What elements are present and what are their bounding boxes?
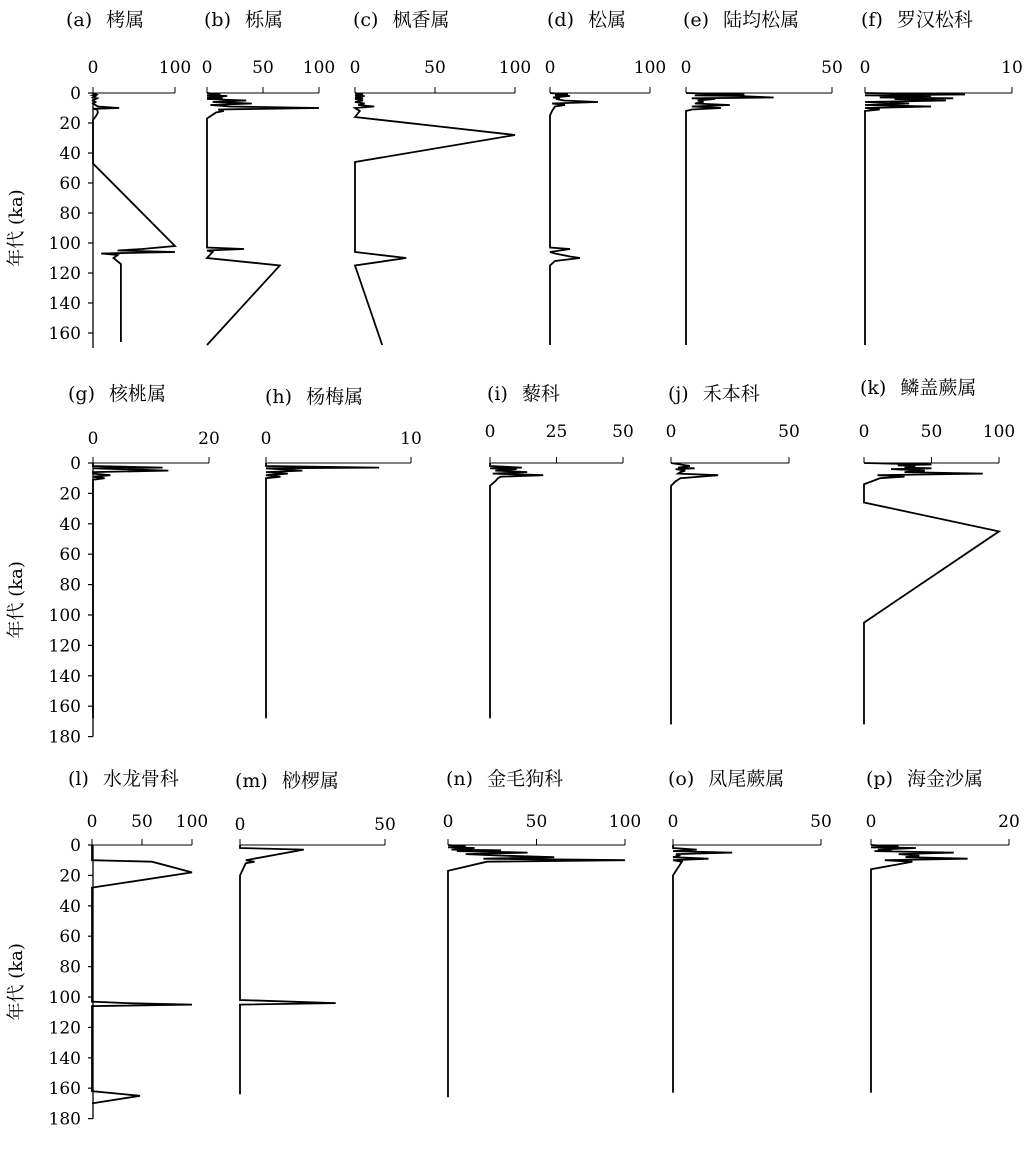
value-tick-label: 50 — [252, 58, 274, 78]
panel-letter: (i) — [487, 383, 508, 405]
age-tick-label: 0 — [70, 84, 81, 104]
age-tick-label: 100 — [48, 606, 81, 626]
age-tick-label: 20 — [59, 114, 81, 134]
panel-title — [204, 9, 283, 31]
age-axis-title: 年代 (ka) — [6, 189, 27, 267]
age-tick-label: 80 — [59, 575, 81, 596]
panel-taxon-name: 栲属 — [106, 9, 145, 31]
age-axis-title: 年代 (ka) — [6, 943, 27, 1021]
panel-b — [202, 9, 336, 345]
panel-taxon-name: 罗汉松科 — [896, 9, 973, 31]
value-tick-label: 50 — [778, 422, 800, 442]
abundance-curve — [871, 845, 968, 1093]
abundance-curve — [490, 463, 543, 718]
age-axis-title: 年代 (ka) — [6, 561, 27, 639]
panel-j — [666, 383, 800, 724]
panel-title — [668, 768, 784, 790]
value-tick-label: 0 — [865, 812, 877, 832]
abundance-curve — [266, 463, 379, 718]
panel-f — [860, 9, 1023, 345]
panel-taxon-name: 栎属 — [245, 9, 284, 31]
panel-letter: (k) — [860, 377, 887, 399]
age-tick-label: 180 — [48, 1109, 81, 1130]
value-tick-label: 100 — [633, 58, 667, 78]
panel-k — [859, 377, 1016, 724]
panel-letter: (j) — [668, 383, 689, 405]
age-tick-label: 60 — [59, 545, 81, 566]
value-tick-label: 100 — [608, 812, 642, 832]
value-tick-label: 0 — [667, 812, 679, 832]
panel-a — [66, 9, 191, 342]
value-tick-label: 100 — [175, 812, 209, 832]
age-tick-label: 60 — [59, 927, 81, 948]
panel-letter: (n) — [446, 768, 474, 790]
value-tick-label: 0 — [858, 422, 870, 442]
panel-taxon-name: 禾本科 — [702, 383, 760, 405]
abundance-curve — [93, 93, 175, 342]
panel-letter: (f) — [861, 9, 883, 31]
panel-taxon-name: 松属 — [588, 9, 627, 31]
panel-o — [668, 768, 832, 1093]
abundance-curve — [673, 845, 732, 1093]
value-tick-label: 50 — [821, 58, 843, 78]
abundance-curve — [207, 93, 319, 345]
age-tick-label: 180 — [48, 727, 81, 748]
age-tick-label: 140 — [48, 1048, 81, 1069]
value-tick-label: 0 — [260, 429, 272, 449]
value-tick-label: 50 — [810, 812, 832, 832]
panel-title — [353, 9, 449, 31]
value-tick-label: 0 — [680, 58, 692, 78]
panel-letter: (b) — [204, 9, 231, 31]
value-tick-label: 0 — [234, 815, 246, 835]
value-tick-label: 100 — [982, 422, 1016, 442]
age-tick-label: 40 — [59, 144, 81, 164]
value-tick-label: 0 — [544, 58, 556, 78]
age-tick-label: 80 — [59, 957, 81, 978]
abundance-curve — [448, 845, 625, 1097]
value-tick-label: 100 — [498, 58, 532, 78]
age-tick-label: 120 — [48, 1018, 81, 1039]
abundance-curve — [355, 93, 515, 345]
panel-title — [683, 9, 799, 31]
age-tick-label: 20 — [59, 484, 81, 505]
value-tick-label: 50 — [374, 815, 396, 835]
panel-p — [866, 768, 1020, 1093]
panel-title — [487, 383, 560, 405]
value-tick-label: 0 — [484, 422, 496, 442]
panel-taxon-name: 藜科 — [521, 383, 560, 405]
age-tick-label: 160 — [48, 1079, 81, 1100]
panel-taxon-name: 海金沙属 — [907, 768, 984, 790]
abundance-curve — [550, 93, 598, 345]
value-tick-label: 0 — [86, 812, 98, 832]
panel-n — [443, 768, 642, 1097]
panel-taxon-name: 桫椤属 — [281, 770, 339, 792]
value-tick-label: 20 — [998, 812, 1020, 832]
panel-title — [668, 383, 760, 405]
panel-title — [66, 9, 144, 31]
panel-c — [350, 9, 532, 345]
age-tick-label: 100 — [48, 988, 81, 1008]
age-tick-label: 160 — [48, 324, 81, 344]
value-tick-label: 0 — [87, 429, 99, 449]
panel-taxon-name: 金毛狗科 — [487, 768, 564, 790]
value-tick-label: 0 — [442, 812, 454, 832]
age-tick-label: 40 — [59, 514, 81, 535]
value-tick-label: 10 — [400, 429, 422, 449]
age-tick-label: 140 — [48, 294, 81, 314]
panel-letter: (o) — [668, 768, 695, 790]
panel-taxon-name: 枫香属 — [392, 9, 450, 31]
age-tick-label: 120 — [48, 636, 81, 657]
abundance-curve — [686, 93, 774, 345]
abundance-curve — [865, 93, 965, 345]
panel-title — [68, 768, 179, 790]
value-tick-label: 10 — [1001, 58, 1023, 78]
age-tick-label: 160 — [48, 697, 81, 718]
panel-taxon-name: 核桃属 — [109, 383, 167, 405]
panel-letter: (a) — [66, 9, 93, 31]
abundance-curve — [92, 845, 192, 1103]
panel-title — [265, 386, 363, 408]
panel-taxon-name: 鳞盖蕨属 — [900, 377, 977, 399]
value-tick-label: 50 — [612, 422, 634, 442]
age-tick-label: 80 — [59, 204, 81, 224]
panel-letter: (e) — [683, 9, 710, 31]
panel-letter: (m) — [235, 770, 268, 792]
abundance-curve — [240, 845, 336, 1094]
panel-letter: (c) — [353, 9, 379, 31]
panel-letter: (l) — [68, 768, 89, 790]
value-tick-label: 50 — [525, 812, 548, 832]
age-tick-label: 140 — [48, 666, 81, 687]
age-axis-row-3 — [5, 836, 93, 1130]
panel-letter: (p) — [866, 768, 893, 790]
panel-letter: (d) — [547, 9, 574, 31]
abundance-curve — [864, 463, 999, 724]
value-tick-label: 0 — [87, 58, 99, 78]
value-tick-label: 0 — [859, 58, 871, 78]
panel-m — [235, 770, 396, 1094]
age-axis-row-2 — [5, 454, 93, 748]
panel-h — [261, 386, 422, 718]
panel-title — [547, 9, 626, 31]
panel-title — [861, 9, 973, 31]
age-tick-label: 100 — [48, 234, 81, 254]
age-tick-label: 0 — [70, 836, 81, 856]
panel-title — [866, 768, 983, 790]
panel-i — [485, 383, 634, 718]
abundance-curve — [93, 463, 168, 718]
value-tick-label: 0 — [349, 58, 361, 78]
value-tick-label: 0 — [665, 422, 677, 442]
value-tick-label: 20 — [198, 429, 220, 449]
panel-taxon-name: 水龙骨科 — [102, 768, 179, 790]
panel-title — [68, 383, 166, 405]
panel-title — [446, 768, 563, 790]
age-tick-label: 60 — [59, 174, 81, 194]
age-tick-label: 20 — [59, 866, 81, 887]
panel-taxon-name: 杨梅属 — [306, 386, 364, 408]
panel-d — [545, 9, 667, 345]
value-tick-label: 100 — [158, 58, 192, 78]
abundance-curve — [671, 463, 718, 724]
panel-taxon-name: 凤尾蕨属 — [708, 768, 785, 790]
value-tick-label: 50 — [920, 422, 943, 442]
panel-letter: (g) — [68, 383, 95, 405]
value-tick-label: 50 — [131, 812, 153, 832]
age-axis-row-1 — [5, 84, 93, 348]
age-tick-label: 0 — [70, 454, 81, 474]
panel-e — [681, 9, 843, 345]
panel-title — [235, 770, 339, 792]
value-tick-label: 50 — [424, 58, 446, 78]
panel-taxon-name: 陆均松属 — [723, 9, 800, 31]
age-tick-label: 120 — [48, 264, 81, 284]
age-tick-label: 40 — [59, 896, 81, 917]
value-tick-label: 25 — [545, 422, 568, 442]
panel-g — [68, 383, 220, 718]
panel-title — [860, 377, 976, 399]
panel-letter: (h) — [265, 386, 293, 408]
value-tick-label: 100 — [302, 58, 336, 78]
value-tick-label: 0 — [201, 58, 213, 78]
